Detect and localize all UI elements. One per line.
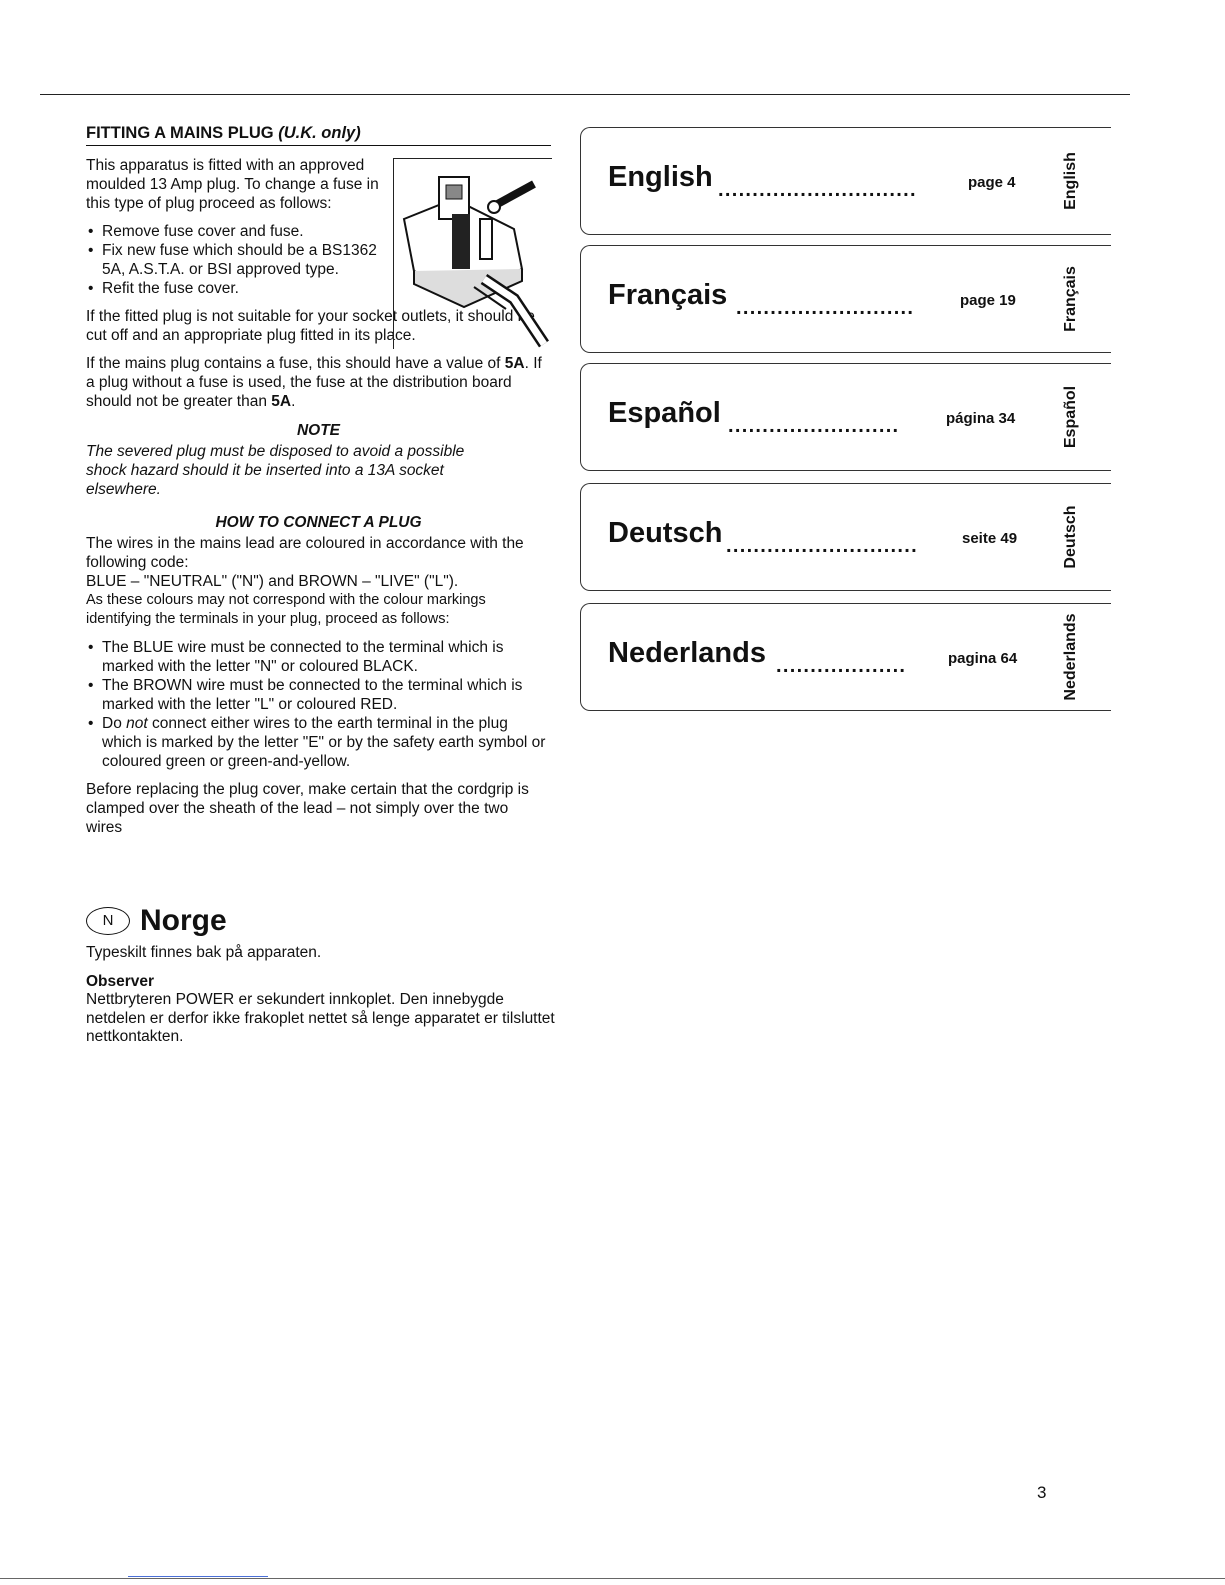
note-text: The severed plug must be disposed to avoid a possible shock hazard should it be inserted into a 13A socket elsewhere. (86, 443, 465, 498)
language-name: English (608, 161, 713, 193)
side-tab: Español (1062, 385, 1079, 449)
top-rule (40, 94, 1130, 95)
language-tab-espanol[interactable] (580, 363, 1125, 473)
colours-note: As these colours may not correspond with the colour markings identifying the terminals in your plug, proceed as follows: (86, 592, 486, 627)
language-tab-francais[interactable] (580, 245, 1125, 355)
norge-heading: N Norge (86, 904, 227, 938)
connect-heading: HOW TO CONNECT A PLUG (215, 514, 422, 531)
list-item: • Fix new fuse which should be a BS1362 5A, A.S.T.A. or BSI approved type. (86, 241, 392, 279)
leader-dots: ......................... (728, 415, 900, 437)
language-name: Español (608, 397, 721, 429)
language-tab-nederlands[interactable] (580, 603, 1125, 713)
colour-code: BLUE – "NEUTRAL" ("N") and BROWN – "LIVE" ("L"). (86, 573, 459, 590)
language-name: Français (608, 279, 728, 311)
list-item: • Refit the fuse cover. (86, 279, 402, 298)
observer-text: Nettbryteren POWER er sekundert innkoplet. Den innebygde netdelen er derfor ikke frakoplet nettet så lenge apparatet er tilsluttet nettkontakten. (86, 991, 555, 1045)
page-ref: seite 49 (962, 530, 1018, 547)
page-ref: page 4 (968, 174, 1016, 191)
leader-dots: ............................ (726, 535, 918, 557)
language-name: Deutsch (608, 517, 723, 549)
norge-line: Typeskilt finnes bak på apparaten. (86, 944, 322, 961)
bottom-rule-blue (128, 1576, 268, 1577)
country-badge: N (86, 907, 130, 935)
page-ref: pagina 64 (948, 650, 1018, 667)
list-item: • Remove fuse cover and fuse. (86, 222, 402, 241)
plug-illustration (393, 158, 552, 349)
side-tab: Français (1062, 266, 1079, 332)
plug-icon (394, 159, 552, 349)
page-number: 3 (1037, 1483, 1047, 1502)
list-item: • The BROWN wire must be connected to the terminal which is marked with the letter "L" or coloured RED. (86, 676, 551, 714)
side-tab: Deutsch (1062, 505, 1079, 569)
page-ref: page 19 (960, 292, 1016, 309)
connect-intro: The wires in the mains lead are coloured in accordance with the following code: (86, 535, 524, 571)
plug-paragraph: If the fitted plug is not suitable for your socket outlets, it should be cut off and an appropriate plug fitted in its place. (86, 308, 535, 344)
intro-text: This apparatus is fitted with an approved moulded 13 Amp plug. To change a fuse in this type of plug proceed as follows: (86, 157, 379, 212)
leader-dots: ............................. (718, 179, 917, 201)
norge-section (86, 944, 556, 1047)
language-tab-english[interactable] (580, 127, 1125, 237)
fuse-paragraph: If the mains plug contains a fuse, this should have a value of 5A. If a plug without a fuse is used, the fuse at the distribution board should not be greater than 5A. (86, 355, 542, 410)
language-tab-deutsch[interactable] (580, 483, 1125, 593)
list-item: • The BLUE wire must be connected to the terminal which is marked with the letter "N" or coloured BLACK. (86, 638, 551, 676)
wire-steps (86, 638, 551, 771)
language-name: Nederlands (608, 637, 766, 669)
bottom-rule (0, 1578, 1225, 1579)
observer-label: Observer (86, 972, 155, 990)
side-tab: Nederlands (1062, 613, 1079, 701)
note-heading: NOTE (296, 422, 341, 439)
section-heading: FITTING A MAINS PLUG (U.K. only) (86, 124, 551, 146)
leader-dots: ................... (776, 655, 907, 677)
leader-dots: .......................... (736, 297, 915, 319)
closing-text: Before replacing the plug cover, make certain that the cordgrip is clamped over the sheath of the lead – not simply over the two wires (86, 781, 529, 836)
side-tab: English (1062, 152, 1079, 210)
list-item: • Do not connect either wires to the earth terminal in the plug which is marked by the letter "E" or by the safety earth symbol or coloured green or green-and-yellow. (86, 714, 551, 771)
page-ref: página 34 (946, 410, 1016, 427)
